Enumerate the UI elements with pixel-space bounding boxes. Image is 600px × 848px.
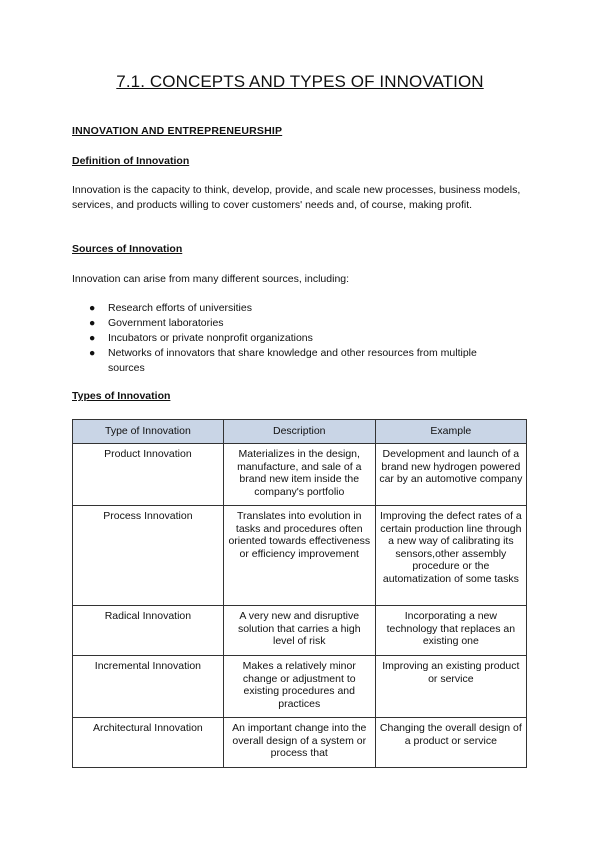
column-header-example: Example	[375, 420, 526, 444]
cell-description: Materializes in the design, manufacture, and sale of a brand new item inside the company's portfolio	[223, 444, 375, 506]
cell-description: Makes a relatively minor change or adjustment to existing procedures and practices	[223, 656, 375, 718]
list-item-text: Incubators or private nonprofit organizations	[108, 332, 313, 344]
definition-heading: Definition of Innovation	[72, 155, 190, 167]
table-header-row	[73, 420, 527, 444]
sources-heading: Sources of Innovation	[72, 243, 183, 255]
page-title: 7.1. CONCEPTS AND TYPES OF INNOVATION	[116, 72, 484, 91]
column-header-type: Type of Innovation	[73, 420, 224, 444]
bullet-icon: ●	[89, 317, 96, 329]
bullet-icon: ●	[89, 302, 96, 314]
cell-type: Product Innovation	[73, 444, 224, 506]
table-row	[73, 506, 527, 606]
list-item	[72, 316, 512, 331]
cell-example: Incorporating a new technology that replaces an existing one	[375, 606, 526, 656]
cell-example: Changing the overall design of a product or service	[375, 718, 526, 768]
cell-type: Radical Innovation	[73, 606, 224, 656]
list-item-text: Government laboratories	[108, 317, 224, 329]
cell-type: Architectural Innovation	[73, 718, 224, 768]
list-item-text: Research efforts of universities	[108, 302, 252, 314]
sources-list	[72, 301, 512, 376]
cell-description: Translates into evolution in tasks and procedures often oriented towards effectiveness or efficiency improvement	[223, 506, 375, 606]
table-row	[73, 718, 527, 768]
cell-description: A very new and disruptive solution that carries a high level of risk	[223, 606, 375, 656]
column-header-description: Description	[223, 420, 375, 444]
cell-example: Improving an existing product or service	[375, 656, 526, 718]
table-row	[73, 444, 527, 506]
cell-example: Improving the defect rates of a certain production line through a new way of calibrating its sensors,other assembly procedure or the automatization of some tasks	[375, 506, 526, 606]
innovation-types-table	[72, 419, 527, 768]
cell-example: Development and launch of a brand new hydrogen powered car by an automotive company	[375, 444, 526, 506]
table-row	[73, 656, 527, 718]
sources-intro: Innovation can arise from many different sources, including:	[72, 273, 350, 285]
table-row	[73, 606, 527, 656]
section-heading: INNOVATION AND ENTREPRENEURSHIP	[72, 125, 283, 137]
bullet-icon: ●	[89, 347, 96, 359]
cell-type: Incremental Innovation	[73, 656, 224, 718]
list-item	[72, 331, 512, 346]
bullet-icon: ●	[89, 332, 96, 344]
definition-text: Innovation is the capacity to think, develop, provide, and scale new processes, business models, services, and products willing to cover customers' needs and, of course, making profit.	[72, 184, 521, 211]
types-heading: Types of Innovation	[72, 390, 171, 402]
list-item	[72, 301, 512, 316]
cell-type: Process Innovation	[73, 506, 224, 606]
list-item-text: Networks of innovators that share knowledge and other resources from multiple sources	[108, 347, 477, 374]
list-item	[72, 346, 512, 376]
cell-description: An important change into the overall design of a system or process that	[223, 718, 375, 768]
